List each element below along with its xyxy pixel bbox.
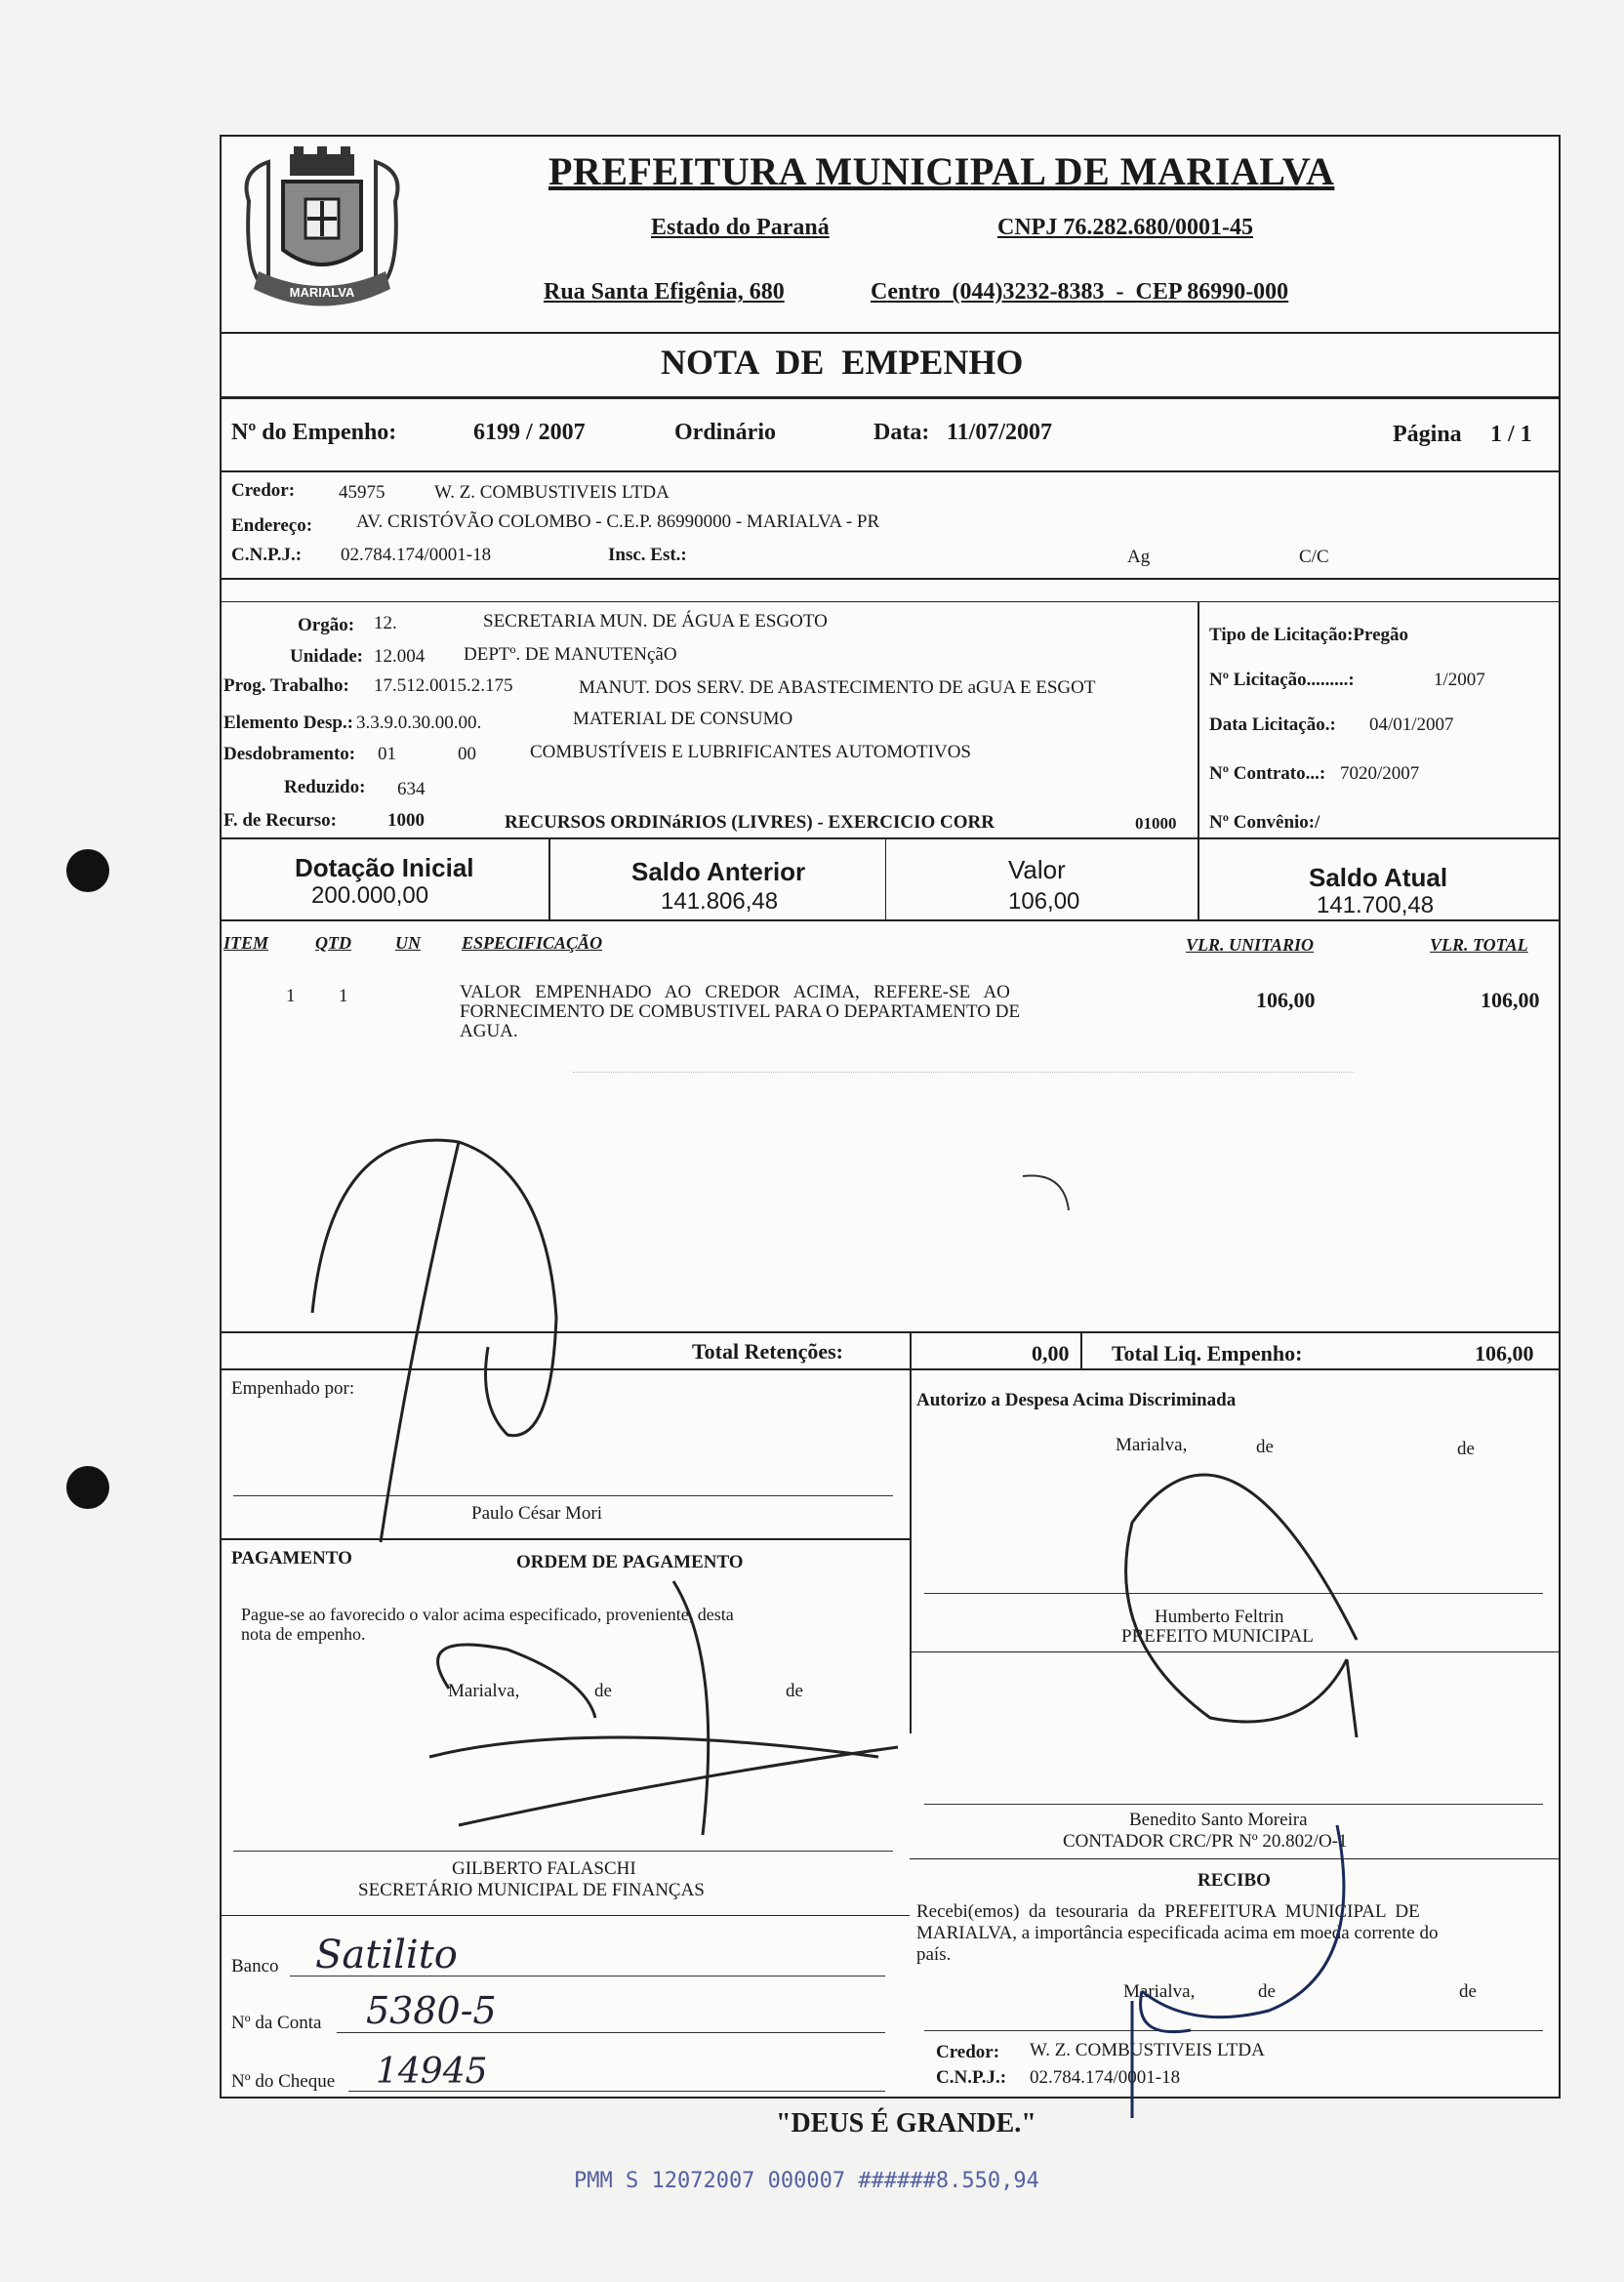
tipo-licitacao: Tipo de Licitação:Pregão (1209, 625, 1409, 645)
item-qtd: 1 (339, 986, 348, 1006)
empenho-data: 11/07/2007 (947, 420, 1053, 445)
fonte-recurso-num: 01000 (1135, 814, 1177, 833)
item-desc-line1: VALOR EMPENHADO AO CREDOR ACIMA, REFERE-SE AO (460, 982, 1010, 1002)
municipal-crest-icon (229, 143, 415, 318)
desdobramento-label: Desdobramento: (223, 744, 356, 764)
autorizo-de1: de (1256, 1437, 1274, 1457)
convenio: Nº Convênio:/ (1209, 812, 1320, 833)
banco-value: Satilito (315, 1933, 458, 1977)
item-vlr-unitario: 106,00 (1256, 988, 1316, 1012)
saldo-anterior-label: Saldo Anterior (631, 857, 806, 886)
pagamento-text2: nota de empenho. (241, 1624, 366, 1644)
valor-label: Valor (1008, 855, 1066, 884)
item-desc-line3: AGUA. (460, 1021, 518, 1041)
fonte-recurso-value: RECURSOS ORDINáRIOS (LIVRES) - EXERCICIO CORR (505, 812, 995, 833)
contrato-label: Nº Contrato...: (1209, 763, 1326, 784)
endereco-value: AV. CRISTÓVÃO COLOMBO - C.E.P. 86990000 - MARIALVA - PR (356, 511, 880, 532)
header-title: PREFEITURA MUNICIPAL DE MARIALVA (548, 149, 1335, 193)
faint-dotted-line (573, 1072, 1354, 1073)
col-item: ITEM (223, 933, 269, 953)
header-address: Rua Santa Efigênia, 680 (544, 279, 785, 305)
prog-label: Prog. Trabalho: (223, 675, 349, 696)
recibo-text1: Recebi(emos) da tesouraria da PREFEITURA MUNICIPAL DE (916, 1901, 1420, 1922)
empenhado-por-name: Paulo César Mori (471, 1503, 603, 1524)
endereco-label: Endereço: (231, 515, 313, 536)
cheque-value: 14945 (376, 2052, 488, 2092)
header-cnpj: CNPJ 76.282.680/0001-45 (997, 215, 1253, 240)
col-especificacao: ESPECIFICAÇÃO (462, 933, 603, 953)
recibo-de2: de (1459, 1981, 1477, 2002)
reduzido-label: Reduzido: (284, 777, 366, 797)
cnpj-value: 02.784.174/0001-18 (341, 545, 492, 565)
unidade-value: DEPTº. DE MANUTENçãO (464, 644, 677, 665)
cnpj-label: C.N.P.J.: (231, 545, 303, 565)
contrato-value: 7020/2007 (1340, 763, 1420, 784)
empenho-num: 6199 / 2007 (473, 420, 586, 445)
desdobramento-value: COMBUSTÍVEIS E LUBRIFICANTES AUTOMOTIVOS (530, 742, 971, 762)
data-licitacao-value: 04/01/2007 (1369, 714, 1454, 735)
num-licitacao-label: Nº Licitação.........: (1209, 670, 1355, 690)
cheque-label: Nº do Cheque (231, 2071, 336, 2092)
motto: "DEUS É GRANDE." (776, 2108, 1036, 2139)
valor-value: 106,00 (1008, 888, 1080, 915)
recibo-de1: de (1258, 1981, 1276, 2002)
autorizo-label: Autorizo a Despesa Acima Discriminada (916, 1390, 1237, 1410)
credor-name: W. Z. COMBUSTIVEIS LTDA (434, 482, 670, 503)
recibo-text2: MARIALVA, a importância especificada acima em moeda corrente do (916, 1923, 1439, 1943)
item-vlr-total: 106,00 (1481, 988, 1540, 1012)
contador-role: CONTADOR CRC/PR Nº 20.802/O-1 (1063, 1831, 1348, 1852)
punch-hole-top (66, 849, 109, 892)
pagina-label: Página (1393, 422, 1462, 447)
orgao-value: SECRETARIA MUN. DE ÁGUA E ESGOTO (483, 611, 828, 632)
empenho-data-label: Data: (873, 420, 930, 445)
secretario-role: SECRETÁRIO MUNICIPAL DE FINANÇAS (358, 1880, 705, 1900)
recibo-label: RECIBO (1198, 1870, 1271, 1891)
ag-label: Ag (1127, 547, 1151, 567)
banco-label: Banco (231, 1956, 279, 1976)
secretario-name: GILBERTO FALASCHI (452, 1858, 636, 1879)
recibo-text3: país. (916, 1944, 952, 1965)
unidade-code: 12.004 (374, 646, 426, 667)
pagamento-text1: Pague-se ao favorecido o valor acima especificado, proveniente, desta (241, 1605, 734, 1624)
desdobramento-b: 00 (458, 744, 476, 764)
prefeito-name: Humberto Feltrin (1155, 1607, 1284, 1627)
prog-code: 17.512.0015.2.175 (374, 675, 513, 696)
pagamento-de2: de (786, 1681, 803, 1701)
dotacao-inicial-label: Dotação Inicial (295, 853, 474, 882)
dotacao-inicial-value: 200.000,00 (311, 882, 429, 909)
pagamento-label: PAGAMENTO (231, 1548, 352, 1569)
autorizo-city: Marialva, (1116, 1435, 1188, 1455)
empenho-tipo: Ordinário (674, 420, 777, 445)
punch-hole-bottom (66, 1466, 109, 1509)
col-vlr-total: VLR. TOTAL (1430, 935, 1528, 955)
pagina-value: 1 / 1 (1490, 422, 1532, 447)
autorizo-de2: de (1457, 1439, 1475, 1459)
item-desc-line2: FORNECIMENTO DE COMBUSTIVEL PARA O DEPARTAMENTO DE (460, 1001, 1021, 1022)
prefeito-role: PREFEITO MUNICIPAL (1121, 1626, 1314, 1647)
pagamento-de1: de (594, 1681, 612, 1701)
crest-text: MARIALVA (289, 285, 355, 300)
fonte-recurso-label: F. de Recurso: (223, 810, 337, 831)
contador-name: Benedito Santo Moreira (1129, 1810, 1308, 1830)
recibo-credor-label: Credor: (936, 2042, 1000, 2062)
orgao-label: Orgão: (298, 615, 355, 635)
unidade-label: Unidade: (290, 646, 363, 667)
pagamento-city: Marialva, (448, 1681, 520, 1701)
recibo-city: Marialva, (1123, 1981, 1196, 2002)
elemento-code: 3.3.9.0.30.00.00. (356, 713, 482, 733)
doc-title: NOTA DE EMPENHO (661, 343, 1024, 382)
saldo-atual-label: Saldo Atual (1309, 863, 1448, 892)
data-licitacao-label: Data Licitação.: (1209, 714, 1336, 735)
saldo-atual-value: 141.700,48 (1317, 892, 1435, 918)
fonte-recurso-code: 1000 (387, 810, 425, 831)
col-vlr-unitario: VLR. UNITARIO (1186, 935, 1315, 955)
ordem-pagamento-label: ORDEM DE PAGAMENTO (516, 1552, 744, 1572)
conta-label: Nº da Conta (231, 2013, 322, 2033)
recibo-credor-name: W. Z. COMBUSTIVEIS LTDA (1030, 2040, 1265, 2060)
elemento-value: MATERIAL DE CONSUMO (573, 709, 793, 729)
recibo-cnpj-label: C.N.P.J.: (936, 2067, 1007, 2088)
bank-stamp: PMM S 12072007 000007 ######8.550,94 (574, 2169, 1039, 2193)
insc-label: Insc. Est.: (608, 545, 687, 565)
elemento-label: Elemento Desp.: (223, 713, 353, 733)
saldo-anterior-value: 141.806,48 (661, 888, 779, 915)
credor-label: Credor: (231, 480, 296, 501)
orgao-code: 12. (374, 613, 397, 633)
recibo-cnpj: 02.784.174/0001-18 (1030, 2067, 1181, 2088)
header-address-rest: Centro (044)3232-8383 - CEP 86990-000 (871, 279, 1289, 305)
col-qtd: QTD (315, 933, 351, 953)
total-retencoes-label: Total Retenções: (692, 1339, 843, 1364)
desdobramento-a: 01 (378, 744, 396, 764)
empenhado-por-label: Empenhado por: (231, 1378, 355, 1399)
prog-value: MANUT. DOS SERV. DE ABASTECIMENTO DE aGUA E ESGOT (579, 677, 1096, 698)
num-licitacao-value: 1/2007 (1434, 670, 1485, 690)
reduzido-value: 634 (397, 779, 426, 799)
total-liq-label: Total Liq. Empenho: (1112, 1341, 1303, 1365)
total-retencoes-value: 0,00 (1032, 1341, 1070, 1365)
conta-value: 5380-5 (366, 1989, 497, 2032)
nota-empenho-form (220, 135, 1561, 2099)
empenho-num-label: Nº do Empenho: (231, 420, 397, 445)
cc-label: C/C (1299, 547, 1329, 567)
item-num: 1 (286, 986, 296, 1006)
col-un: UN (395, 933, 421, 953)
total-liq-value: 106,00 (1475, 1341, 1534, 1365)
header-state: Estado do Paraná (651, 215, 830, 240)
credor-code: 45975 (339, 482, 386, 503)
